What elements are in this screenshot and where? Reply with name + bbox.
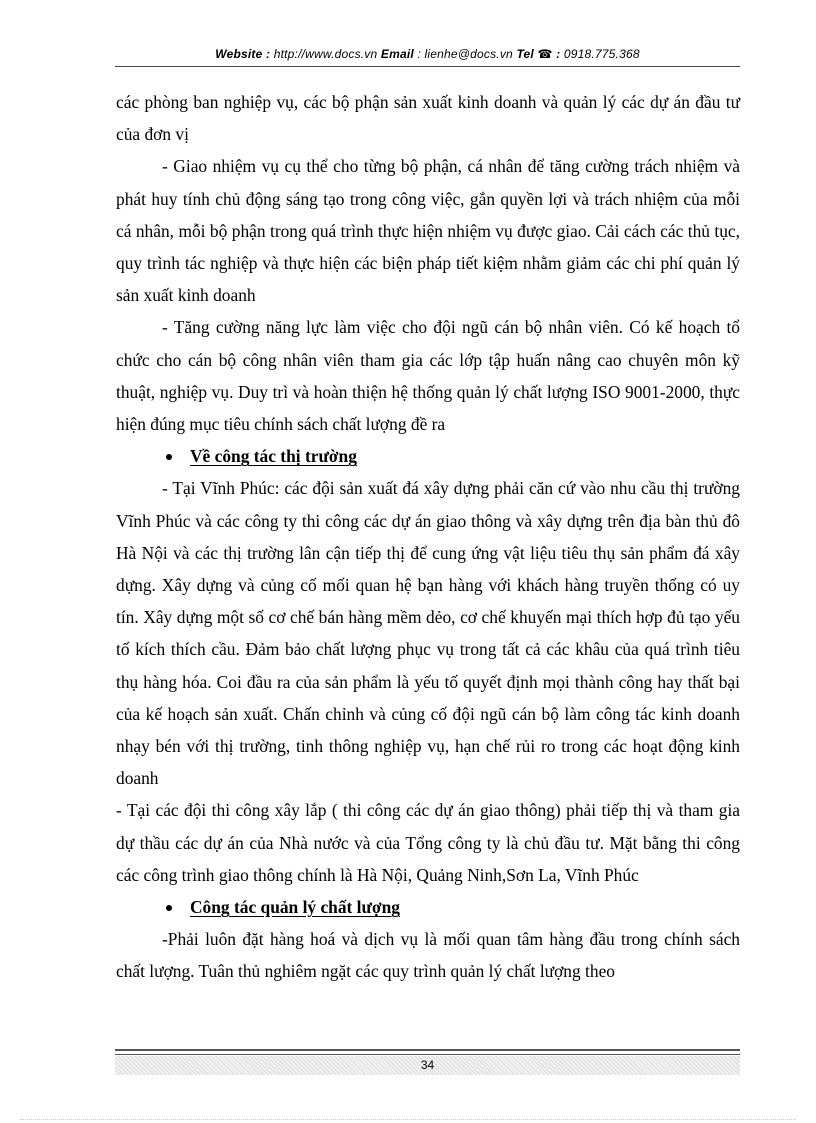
document-body bbox=[116, 86, 740, 988]
tel-label: Tel ☎ : bbox=[516, 47, 561, 61]
tel-value: 0918.775.368 bbox=[560, 47, 640, 61]
footer-divider-thick bbox=[115, 1049, 740, 1051]
bullet-dot-icon bbox=[166, 454, 172, 460]
bullet-dot-icon bbox=[166, 905, 172, 911]
section-heading-market bbox=[116, 440, 740, 472]
paragraph-3: - Tăng cường năng lực làm việc cho đội ngũ cán bộ nhân viên. Có kế hoạch tổ chức cho cán bộ công nhân viên tham gia các lớp tập huấn nâng cao chuyên môn kỹ thuật, nghiệp vụ. Duy trì và hoàn thiện hệ thống quản lý chất lượng ISO 9001-2000, thực hiện đúng mục tiêu chính sách chất lượng đề ra bbox=[116, 317, 740, 435]
paragraph-1: các phòng ban nghiệp vụ, các bộ phận sản xuất kinh doanh và quản lý các dự án đầu tư của đơn vị bbox=[116, 92, 740, 145]
section-heading-quality bbox=[116, 891, 740, 923]
paragraph-2: - Giao nhiệm vụ cụ thể cho từng bộ phận, cá nhân để tăng cường trách nhiệm và phát huy tính chủ động sáng tạo trong công việc, gắn quyền lợi và trách nhiệm của mỗi cá nhân, mỗi bộ phận trong quá trình thực hiện nhiệm vụ được giao. Cải cách các thủ tục, quy trình tác nghiệp và thực hiện các biện pháp tiết kiệm nhằm giảm các chi phí quản lý sản xuất kinh doanh bbox=[116, 156, 740, 306]
email-label: Email bbox=[380, 47, 418, 61]
section-heading-market-text: Về công tác thị trường bbox=[190, 446, 357, 467]
website-value[interactable]: http://www.docs.vn bbox=[270, 47, 381, 61]
page-header bbox=[115, 47, 740, 61]
email-value[interactable]: : lienhe@docs.vn bbox=[417, 47, 517, 61]
paragraph-4: - Tại Vĩnh Phúc: các đội sản xuất đá xây dựng phải căn cứ vào nhu cầu thị trường Vĩnh Phúc và các công ty thi công các dự án giao thông và xây dựng trên địa bàn thủ đô Hà Nội và các thị trường lân cận tiếp thị để cung ứng vật liệu tiêu thụ sản phẩm đá xây dựng. Xây dựng và củng cố mối quan hệ bạn hàng với khách hàng truyền thống có uy tín. Xây dựng một số cơ chế bán hàng mềm dẻo, cơ chế khuyến mại thích hợp đủ tạo yếu tố kích thích cầu. Đảm bảo chất lượng phục vụ trong tất cả các khâu của quá trình tiêu thụ hàng hóa. Coi đầu ra của sản phẩm là yếu tố quyết định mọi thành công hay thất bại của kế hoạch sản xuất. Chấn chỉnh và củng cố đội ngũ cán bộ làm công tác kinh doanh nhạy bén với thị trường, tinh thông nghiệp vụ, hạn chế rủi ro trong các hoạt động kinh doanh bbox=[116, 478, 740, 789]
page-edge-divider bbox=[20, 1119, 796, 1120]
paragraph-5: - Tại các đội thi công xây lắp ( thi công các dự án giao thông) phải tiếp thị và tham gia dự thầu các dự án của Nhà nước và của Tổng công ty là chủ đầu tư. Mặt bằng thi công các công trình giao thông chính là Hà Nội, Quảng Ninh,Sơn La, Vĩnh Phúc bbox=[116, 800, 740, 885]
header-divider bbox=[115, 66, 740, 67]
website-label: Website : bbox=[215, 47, 271, 61]
page-number: 34 bbox=[420, 1058, 435, 1072]
footer-divider-thin bbox=[115, 1054, 740, 1055]
paragraph-6: -Phải luôn đặt hàng hoá và dịch vụ là mối quan tâm hàng đầu trong chính sách chất lượng. Tuân thủ nghiêm ngặt các quy trình quản lý chất lượng theo bbox=[116, 929, 740, 982]
section-heading-quality-text: Công tác quản lý chất lượng bbox=[190, 897, 400, 918]
